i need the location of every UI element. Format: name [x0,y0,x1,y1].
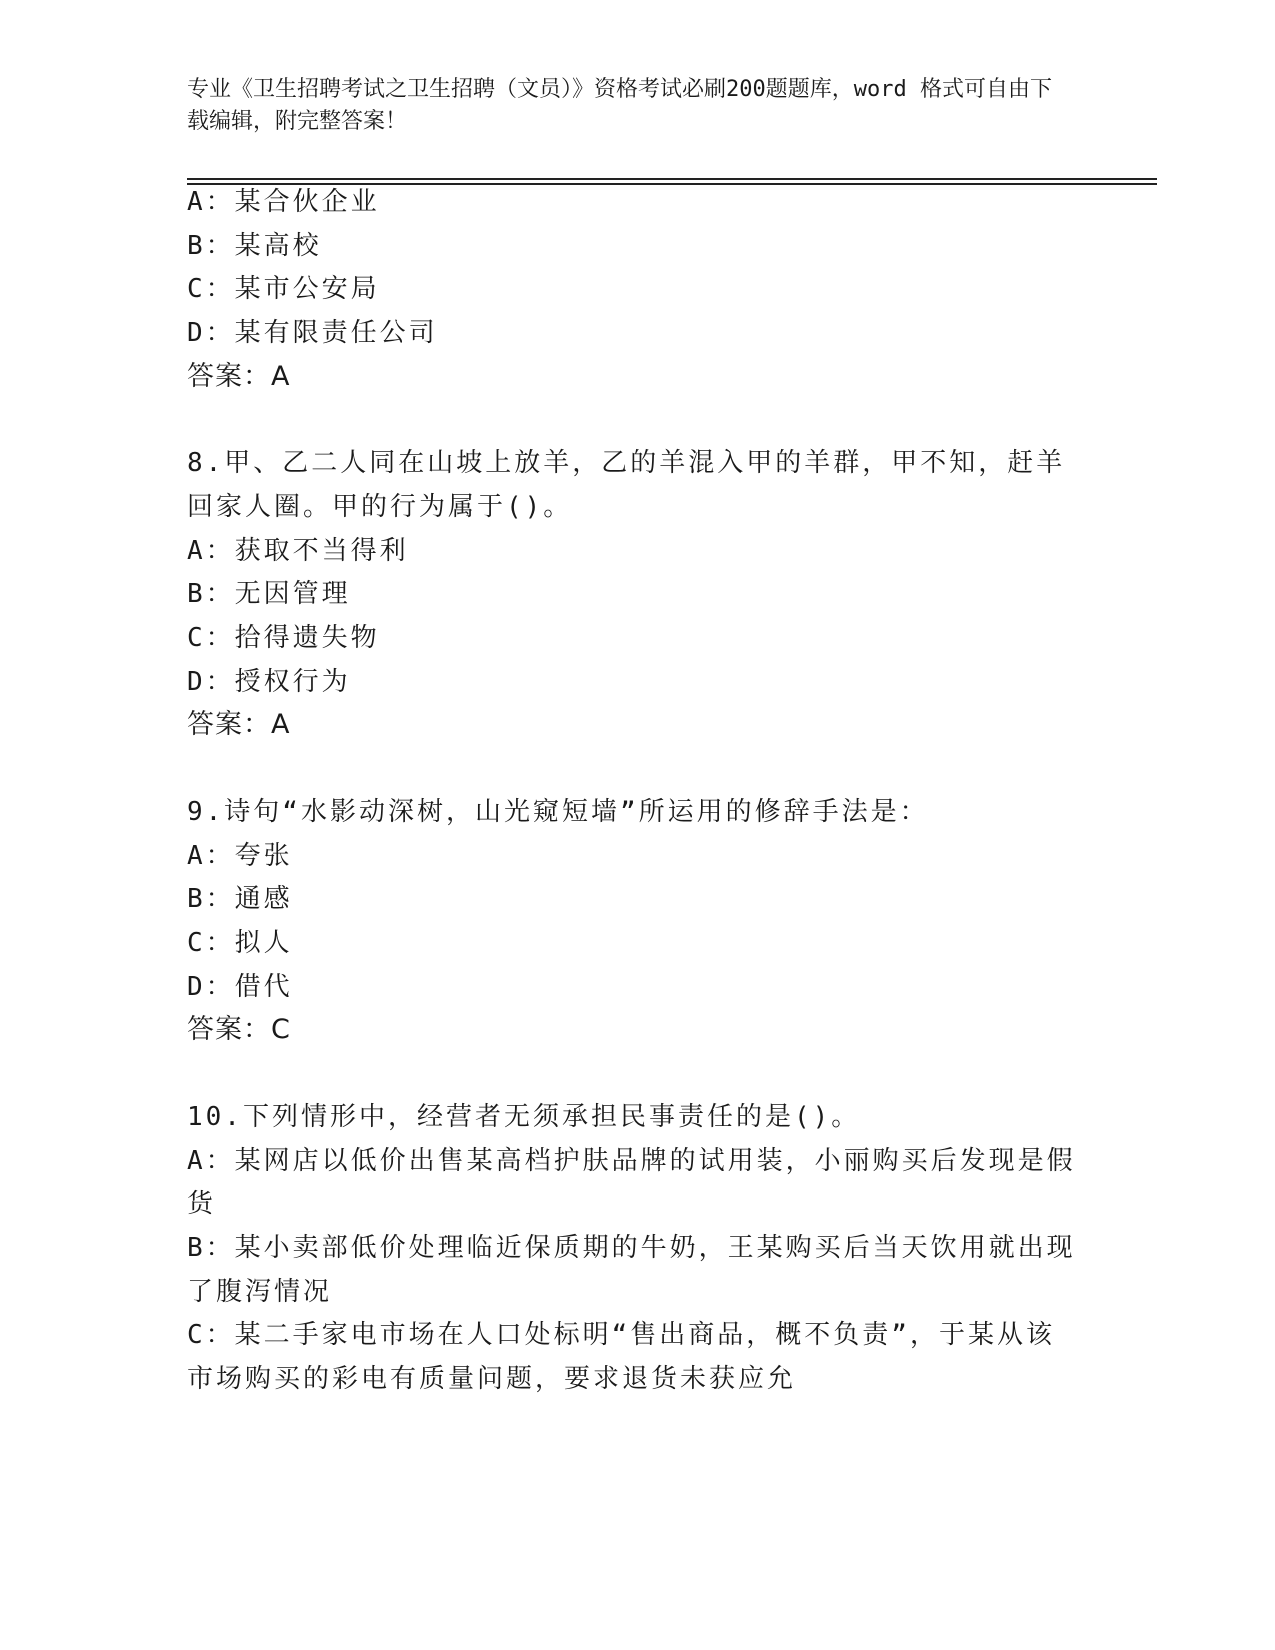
q10-option-c-line-2: 市场购买的彩电有质量问题，要求退货未获应允 [187,1364,797,1394]
q9-option-b: B：通感 [187,884,293,914]
q10-stem: 10.下列情形中，经营者无须承担民事责任的是()。 [187,1102,861,1132]
q7-answer: 答案：A [187,361,291,392]
q10-option-b-line-2: 了腹泻情况 [187,1277,333,1307]
document-header: 专业《卫生招聘考试之卫生招聘（文员）》资格考试必刷200题题库，word 格式可自由下载编辑，附完整答案！ [187,77,1052,134]
q7-option-c: C：某市公安局 [187,274,380,304]
q8-option-a: A：获取不当得利 [187,536,409,566]
q7-option-a: A：某合伙企业 [187,187,380,217]
q8-answer: 答案：A [187,709,291,740]
q10-option-c-line-1: C：某二手家电市场在人口处标明“售出商品，概不负责”，于某从该 [187,1320,1055,1350]
q8-stem-line-1: 8.甲、乙二人同在山坡上放羊，乙的羊混入甲的羊群，甲不知，赶羊 [187,448,1066,478]
q7-option-d: D：某有限责任公司 [187,318,438,348]
q8-stem-line-2: 回家人圈。甲的行为属于()。 [187,492,573,522]
q9-stem: 9.诗句“水影动深树，山光窥短墙”所运用的修辞手法是： [187,797,929,827]
q10-option-a-line-2: 货 [187,1189,217,1219]
q9-option-a: A：夸张 [187,841,293,871]
q7-option-b: B：某高校 [187,231,322,261]
q8-option-b: B：无因管理 [187,579,351,609]
q8-option-c: C：拾得遗失物 [187,623,380,653]
q9-option-d: D：借代 [187,972,293,1002]
q8-option-d: D：授权行为 [187,667,351,697]
q9-answer: 答案：C [187,1014,291,1045]
q10-option-b-line-1: B：某小卖部低价处理临近保质期的牛奶，王某购买后当天饮用就出现 [187,1233,1076,1263]
q9-option-c: C：拟人 [187,928,293,958]
q10-option-a-line-1: A：某网店以低价出售某高档护肤品牌的试用装，小丽购买后发现是假 [187,1146,1076,1176]
